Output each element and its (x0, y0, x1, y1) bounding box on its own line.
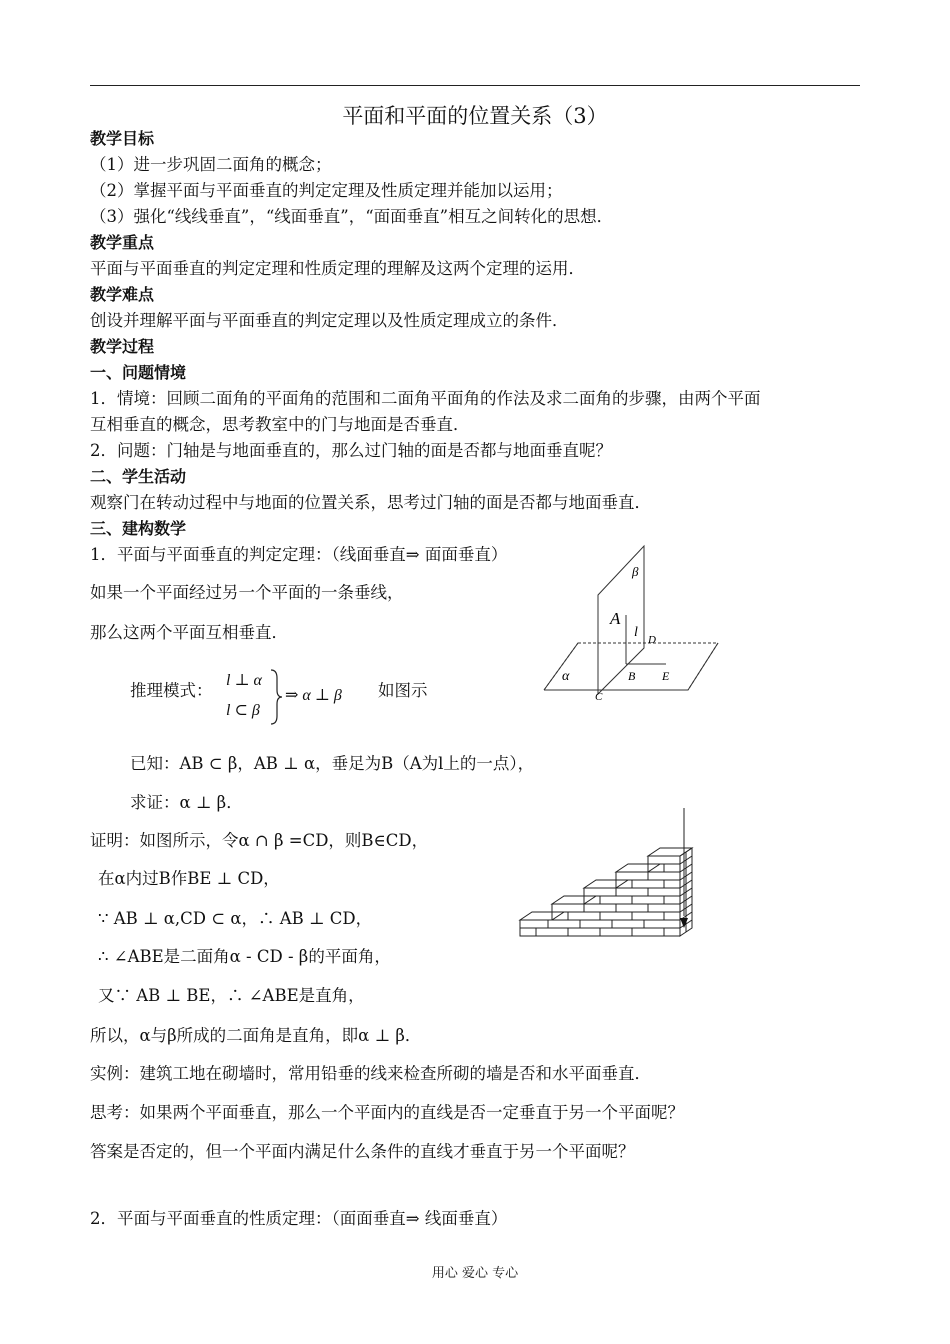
proof-line-2: 在α内过B作BE ⊥ CD， (98, 869, 280, 888)
label-E: E (662, 669, 670, 683)
condition-2: l ⊂ β (226, 702, 260, 719)
goal-1: （1）进一步巩固二面角的概念； (90, 155, 332, 174)
label-B: B (628, 669, 636, 683)
proof-line-5: 又∵ AB ⊥ BE，∴ ∠ABE是直角， (98, 986, 365, 1005)
heading-section-3: 三、建构数学 (90, 519, 187, 538)
brace-icon (269, 668, 283, 726)
section2-text: 观察门在转动过程中与地面的位置关系，思考过门轴的面是否都与地面垂直． (90, 493, 651, 512)
difficulty-text: 创设并理解平面与平面垂直的判定定理以及性质定理成立的条件． (90, 311, 569, 330)
proof-line-1: 证明：如图所示，令α ∩ β =CD，则B∈CD， (90, 831, 429, 850)
theorem2-title: 2．平面与平面垂直的性质定理：（面面垂直⇒ 线面垂直） (90, 1209, 508, 1228)
reasoning-label: 推理模式： (130, 681, 213, 700)
proof-line-6: 所以，α与β所成的二面角是直角，即α ⊥ β． (90, 1026, 422, 1045)
goal-3: （3）强化“线线垂直”，“线面垂直”，“面面垂直”相互之间转化的思想． (90, 207, 614, 226)
label-C: C (595, 691, 603, 703)
conclusion: ⇒ α ⊥ β (285, 687, 342, 704)
label-beta: β (632, 564, 639, 579)
heading-section-2: 二、学生活动 (90, 467, 187, 486)
heading-difficulty: 教学难点 (90, 285, 155, 304)
theorem1-line-1: 如果一个平面经过另一个平面的一条垂线， (90, 583, 404, 602)
section1-line-1: 1．情境：回顾二面角的平面角的范围和二面角平面角的作法及求二面角的步骤，由两个平面 (90, 389, 761, 408)
page-footer: 用心 爱心 专心 (431, 1266, 519, 1281)
think-question: 思考：如果两个平面垂直，那么一个平面内的直线是否一定垂直于另一个平面呢？ (90, 1103, 684, 1122)
planes-figure (540, 540, 730, 705)
example-text: 实例：建筑工地在砌墙时，常用铅垂的线来检查所砌的墙是否和水平面垂直． (90, 1064, 651, 1083)
heading-process: 教学过程 (90, 337, 155, 356)
answer-text: 答案是否定的，但一个平面内满足什么条件的直线才垂直于另一个平面呢？ (90, 1142, 635, 1161)
label-l: l (634, 625, 638, 640)
label-A: A (610, 609, 621, 628)
theorem1-title: 1．平面与平面垂直的判定定理：（线面垂直⇒ 面面垂直） (90, 545, 508, 564)
label-alpha: α (562, 669, 570, 684)
section1-line-2: 互相垂直的概念，思考教室中的门与地面是否垂直． (90, 415, 470, 434)
focus-text: 平面与平面垂直的判定定理和性质定理的理解及这两个定理的运用． (90, 259, 585, 278)
heading-focus: 教学重点 (90, 233, 155, 252)
theorem1-line-2: 那么这两个平面互相垂直． (90, 623, 288, 642)
condition-1: l ⊥ α (226, 672, 262, 689)
label-D: D (648, 634, 656, 646)
section1-line-3: 2．问题：门轴是与地面垂直的，那么过门轴的面是否都与地面垂直呢？ (90, 441, 612, 460)
prove-statement: 求证：α ⊥ β． (130, 793, 243, 812)
goal-2: （2）掌握平面与平面垂直的判定定理及性质定理并能加以运用； (90, 181, 563, 200)
proof-line-3: ∵ AB ⊥ α,CD ⊂ α，∴ AB ⊥ CD， (98, 909, 373, 928)
header-rule (90, 85, 860, 86)
heading-section-1: 一、问题情境 (90, 363, 187, 382)
brick-wall-figure (518, 808, 708, 940)
heading-goals: 教学目标 (90, 129, 155, 148)
page-title: 平面和平面的位置关系（3） (342, 104, 608, 128)
as-figure-text: 如图示 (378, 681, 428, 700)
proof-line-4: ∴ ∠ABE是二面角α - CD - β的平面角， (98, 947, 391, 966)
given-statement: 已知：AB ⊂ β，AB ⊥ α，垂足为B（A为l上的一点）， (130, 754, 535, 773)
